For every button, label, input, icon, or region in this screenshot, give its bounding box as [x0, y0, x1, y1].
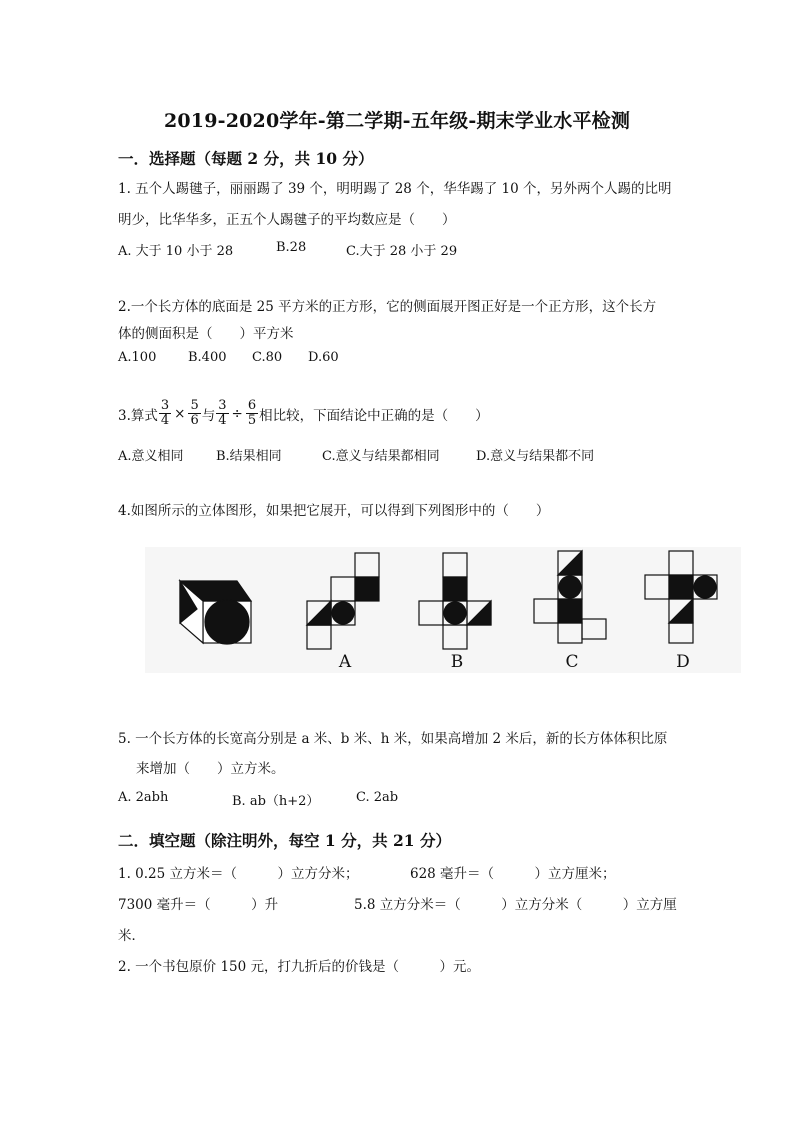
question-1-option-b: B.28	[276, 240, 307, 255]
fraction-2	[188, 399, 200, 428]
question-3-option-d: D.意义与结果都不同	[476, 449, 595, 464]
question-1-line-1: 1. 五个人踢毽子，丽丽踢了 39 个，明明踢了 28 个，华华踢了 10 个，另外两个人踢的比明	[118, 181, 672, 197]
question-2-option-d: D.60	[308, 350, 339, 365]
question-5-option-b: B. ab（h+2）	[232, 794, 320, 809]
question-2-line-1: 2.一个长方体的底面是 25 平方米的正方形，它的侧面展开图正好是一个正方形，这个长方	[118, 299, 657, 315]
fraction-2-numerator: 5	[190, 398, 199, 413]
question-1-line-2: 明少，比华华多，正五个人踢毽子的平均数应是（ ）	[118, 212, 456, 228]
cube-drawing	[180, 581, 251, 644]
fraction-3-denominator: 4	[218, 413, 227, 428]
question-5-line-1: 5. 一个长方体的长宽高分别是 a 米、b 米、h 米，如果高增加 2 米后，新的长方体体积比原	[118, 731, 668, 747]
net-c	[534, 551, 606, 643]
fraction-4-denominator: 5	[247, 413, 257, 428]
fill-1-part-c: 7300 毫升＝（ ）升	[118, 897, 279, 913]
net-label-a: A	[338, 652, 352, 672]
cube-net-figure	[145, 547, 741, 673]
question-5-option-c: C. 2ab	[356, 790, 399, 805]
question-2-option-a: A.100	[118, 350, 157, 365]
divide-sign: ÷	[231, 405, 243, 422]
net-a	[307, 553, 379, 649]
fraction-3	[216, 399, 228, 428]
question-2-line-2: 体的侧面积是（ ）平方米	[118, 326, 294, 342]
question-3-line-1	[118, 399, 489, 428]
net-d	[645, 551, 717, 643]
times-sign: ×	[174, 405, 186, 422]
fill-1-part-b: 628 毫升＝（ ）立方厘米；	[410, 866, 616, 882]
section-2-heading: 二．填空题（除注明外，每空 1 分，共 21 分）	[118, 831, 451, 850]
fill-1-part-e: 米．	[118, 928, 145, 944]
question-3-suffix: 相比较，下面结论中正确的是（ ）	[259, 407, 489, 424]
question-1-option-a: A. 大于 10 小于 28	[118, 244, 234, 259]
fraction-4-numerator: 6	[247, 398, 257, 413]
fill-2-line-1: 2. 一个书包原价 150 元，打九折后的价钱是（ ）元。	[118, 959, 481, 975]
exam-title: 2019-2020学年-第二学期-五年级-期末学业水平检测	[163, 110, 631, 132]
fill-1-part-a: 1. 0.25 立方米＝（ ）立方分米；	[118, 866, 359, 882]
fill-1-part-d: 5.8 立方分米＝（ ）立方分米（ ）立方厘	[354, 897, 677, 913]
question-3-option-b: B.结果相同	[216, 449, 282, 464]
question-3-option-a: A.意义相同	[118, 449, 184, 464]
question-3-with: 与	[201, 407, 216, 424]
fraction-2-denominator: 6	[190, 413, 199, 428]
net-label-b: B	[450, 652, 464, 672]
fraction-1-numerator: 3	[160, 398, 170, 413]
fraction-1	[159, 399, 171, 428]
question-5-line-2: 来增加（ ）立方米。	[136, 761, 285, 777]
fraction-3-numerator: 3	[218, 398, 227, 413]
question-5-option-a: A. 2abh	[118, 790, 169, 805]
question-1-option-c: C.大于 28 小于 29	[346, 244, 458, 259]
cube-net-diagram	[145, 547, 741, 673]
fraction-4	[246, 399, 258, 428]
net-b	[419, 553, 491, 649]
section-1-heading: 一．选择题（每题 2 分，共 10 分）	[118, 149, 374, 168]
question-3-option-c: C.意义与结果都相同	[322, 449, 440, 464]
question-2-option-c: C.80	[252, 350, 283, 365]
fraction-1-denominator: 4	[160, 413, 170, 428]
question-3-prefix: 3.算式	[118, 407, 158, 424]
question-4-line-1: 4.如图所示的立体图形，如果把它展开，可以得到下列图形中的（ ）	[118, 503, 550, 519]
net-label-c: C	[565, 652, 579, 672]
question-2-option-b: B.400	[188, 350, 227, 365]
net-label-d: D	[676, 652, 690, 672]
